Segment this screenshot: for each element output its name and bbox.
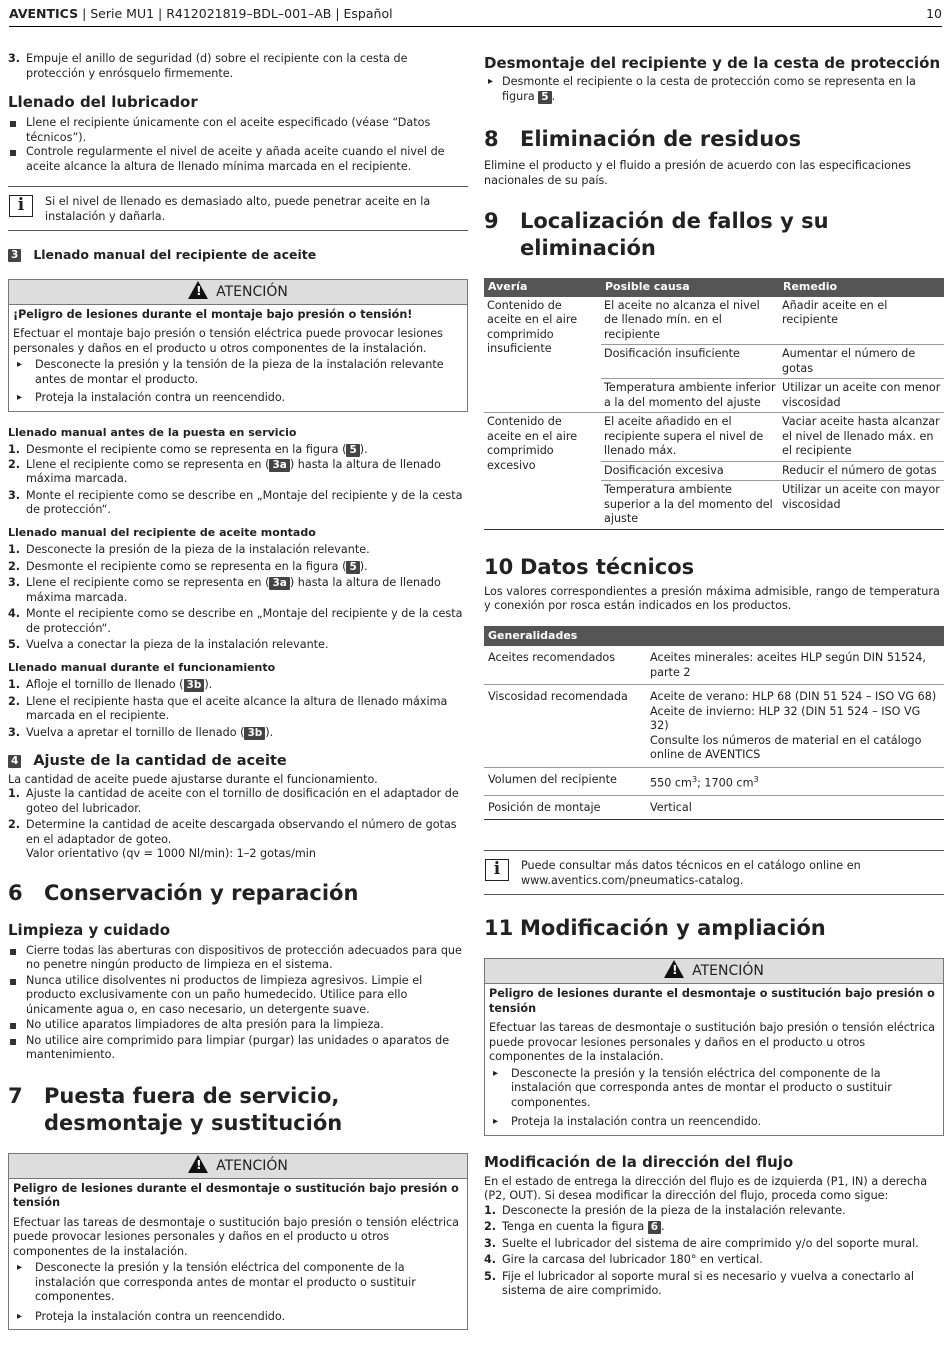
info-text: Puede consultar más datos técnicos en el catálogo online en www.aventics.com/pneumatics-catalog. xyxy=(521,859,861,887)
figure-badge: 3a xyxy=(269,459,289,472)
list-item: ▸ Desconecte la presión y la tensión eléctrica del componente de la instalación que corresponda antes de montar el producto o sustituir componentes. xyxy=(489,1067,939,1111)
table-cell: Utilizar un aceite con mayor viscosidad xyxy=(779,481,944,530)
step-list xyxy=(8,543,468,653)
warning-triangle-icon xyxy=(188,281,208,299)
list-item: 3. Empuje el anillo de seguridad (d) sobre el recipiente con la cesta de protección y enrósquelo firmemente. xyxy=(8,52,408,80)
figure-badge: 3 xyxy=(8,249,21,262)
paragraph: Los valores correspondientes a presión máxima admisible, rango de temperatura y conexión por rosca están indicados en los productos. xyxy=(484,584,940,612)
step-list xyxy=(8,52,468,81)
list-item: ▸ Desconecte la presión y la tensión eléctrica del componente de la instalación que corresponda antes de montar el producto o sustituir componentes. xyxy=(13,1261,463,1305)
subheading: Llenado manual antes de la puesta en servicio xyxy=(8,425,297,439)
figure-badge: 5 xyxy=(538,91,551,104)
table-cell: Temperatura ambiente inferior a la del momento del ajuste xyxy=(601,379,779,413)
fault-table xyxy=(484,278,944,530)
table-cell: Reducir el número de gotas xyxy=(779,461,944,481)
section-heading: Modificación de la dirección del flujo xyxy=(484,1152,794,1171)
warning-bar: !ATENCIÓN xyxy=(9,280,467,305)
step-list xyxy=(484,1204,944,1299)
table-cell: El aceite no alcanza el nivel de llenado mín. en el recipiente xyxy=(601,297,779,345)
list-item: No utilice aparatos limpiadores de alta presión para la limpieza. xyxy=(8,1018,468,1033)
list-item: 3. Monte el recipiente como se describe en „Montaje del recipiente y de la cesta de protección“. xyxy=(8,488,463,516)
list-item: ▸ Proteja la instalación contra un reencendido. xyxy=(489,1115,939,1130)
list-item: 2. Desmonte el recipiente como se representa en la figura ( 5 ). xyxy=(8,559,368,573)
list-item: 5. Vuelva a conectar la pieza de la instalación relevante. xyxy=(8,638,329,651)
chapter-heading: 10 Datos técnicos xyxy=(484,554,695,579)
warning-lead: Peligro de lesiones durante el desmontaje o sustitución bajo presión o tensión xyxy=(13,1181,459,1209)
list-item: 1. Desmonte el recipiente como se representa en la figura ( 5 ). xyxy=(8,443,368,456)
list-item: 4. Gire la carcasa del lubricador 180° en vertical. xyxy=(484,1253,763,1267)
list-item: ▸ Desmonte el recipiente o la cesta de protección como se representa en la figura 5 . xyxy=(484,75,944,104)
info-note xyxy=(484,850,944,895)
paragraph: Elimine el producto y el fluido a presión de acuerdo con las especificaciones nacionales de su país. xyxy=(484,159,911,187)
section-heading: Desmontaje del recipiente y de la cesta de protección xyxy=(484,54,941,72)
table-cell: Aceites recomendados xyxy=(484,646,646,685)
subheading: Llenado manual del recipiente de aceite montado xyxy=(8,525,316,539)
table-cell: Contenido de aceite en el aire comprimido insuficiente xyxy=(484,297,601,413)
list-item: 3. Suelte el lubricador del sistema de aire comprimido y/o del soporte mural. xyxy=(484,1236,919,1250)
list-item: Controle regularmente el nivel de aceite y añada aceite cuando el nivel de aceite alcance la altura de llenado mínima marcada en el recipiente. xyxy=(8,145,468,174)
list-item: 2. Llene el recipiente como se representa en ( 3a ) hasta la altura de llenado máxima marcada. xyxy=(8,457,441,485)
list-item: ▸ Desconecte la presión y la tensión de la pieza de la instalación relevante antes de montar el producto. xyxy=(13,358,463,387)
step-list xyxy=(8,443,468,518)
table-row xyxy=(484,646,944,685)
table-row xyxy=(484,767,944,795)
figure-caption: 3 Llenado manual del recipiente de aceite xyxy=(8,248,468,263)
warning-lead: Peligro de lesiones durante el desmontaje o sustitución bajo presión o tensión xyxy=(489,987,935,1015)
list-item: 2. Llene el recipiente hasta que el aceite alcance la altura de llenado máxima marcada en el recipiente. xyxy=(8,694,448,722)
warning-box xyxy=(8,1153,468,1331)
list-item: 3. Vuelva a apretar el tornillo de llenado ( 3b ). xyxy=(8,725,274,739)
section-heading: Llenado del lubricador xyxy=(8,93,198,111)
list-item: 2. Determine la cantidad de aceite descargada observando el número de gotas en el adaptador de goteo. Valor orientativo (qv = 1000 Nl/min): 1–2 gotas/min xyxy=(8,818,457,860)
warning-text: Efectuar el montaje bajo presión o tensión eléctrica puede provocar lesiones personales y daños en el producto u otros componentes de la instalación. xyxy=(13,327,443,355)
list-item: 2. Tenga en cuenta la figura 6 . xyxy=(484,1220,665,1234)
warning-bar: !ATENCIÓN xyxy=(9,1154,467,1179)
table-cell: Dosificación insuficiente xyxy=(601,345,779,379)
figure-badge: 3b xyxy=(184,679,205,692)
table-cell: Aumentar el número de gotas xyxy=(779,345,944,379)
list-item: 1. Desconecte la presión de la pieza de la instalación relevante. xyxy=(8,543,370,556)
table-cell: Vertical xyxy=(646,795,944,820)
warning-list xyxy=(13,358,463,406)
figure-badge: 5 xyxy=(346,561,359,574)
table-cell: Vaciar aceite hasta alcanzar el nivel de llenado máx. en el recipiente xyxy=(779,413,944,462)
list-item: 4. Monte el recipiente como se describe en „Montaje del recipiente y de la cesta de protección“. xyxy=(8,607,463,635)
warning-lead: ¡Peligro de lesiones durante el montaje bajo presión o tensión! xyxy=(13,307,413,321)
table-header-row: Generalidades xyxy=(484,626,944,647)
table-header-row: Avería Posible causa Remedio xyxy=(484,278,944,297)
header-title xyxy=(9,7,393,26)
chapter-heading: 6 Conservación y reparación xyxy=(8,880,359,905)
table-cell: Añadir aceite en el recipiente xyxy=(779,297,944,345)
figure-badge: 5 xyxy=(346,444,359,457)
chapter-heading: 11 Modificación y ampliación xyxy=(484,916,826,941)
document-info: | Serie MU1 | R412021819–BDL–001–AB | Español xyxy=(78,6,393,21)
warning-list xyxy=(489,1067,939,1130)
warning-bar: !ATENCIÓN xyxy=(485,959,943,984)
list-item: Cierre todas las aberturas con dispositivos de protección adecuados para que no penetre ningún producto de limpieza en el sistema. xyxy=(8,944,468,973)
right-column xyxy=(484,52,944,1299)
list-item: 1. Afloje el tornillo de llenado ( 3b ). xyxy=(8,678,213,691)
subheading: Llenado manual durante el funcionamiento xyxy=(8,660,276,674)
list-item: Nunca utilice disolventes ni productos de limpieza agresivos. Limpie el producto exclusivamente con un paño humedecido. Utilice para ello únicamente agua o, en caso necesario, un detergente suave. xyxy=(8,974,468,1018)
info-icon: i xyxy=(485,859,509,881)
table-cell: Viscosidad recomendada xyxy=(484,685,646,768)
table-cell: Aceite de verano: HLP 68 (DIN 51 524 – ISO VG 68) Aceite de invierno: HLP 32 (DIN 51 524 – ISO VG 32) Consulte los números de material en el catálogo online de AVENTICS xyxy=(646,685,944,768)
table-cell: Aceites minerales: aceites HLP según DIN 51524, parte 2 xyxy=(646,646,944,685)
brand-name: AVENTICS xyxy=(9,6,79,21)
list-item: No utilice aire comprimido para limpiar (purgar) las unidades o aparatos de mantenimiento. xyxy=(8,1034,468,1063)
table-cell: Temperatura ambiente superior a la del momento del ajuste xyxy=(601,481,779,530)
bullet-list xyxy=(8,944,468,1063)
step-list xyxy=(8,787,468,862)
list-item: 1. Ajuste la cantidad de aceite con el tornillo de dosificación en el adaptador de goteo del lubricador. xyxy=(8,787,459,815)
info-text: Si el nivel de llenado es demasiado alto, puede penetrar aceite en la instalación y dañarla. xyxy=(45,195,431,223)
page-number: 10 xyxy=(926,6,942,21)
warning-text: Efectuar las tareas de desmontaje o sustitución bajo presión o tensión eléctrica puede provocar lesiones personales y daños en el producto u otros componentes de la instalación. xyxy=(489,1021,935,1064)
table-row xyxy=(484,297,944,345)
table-cell: Dosificación excesiva xyxy=(601,461,779,481)
warning-box xyxy=(8,279,468,412)
warning-triangle-icon xyxy=(664,960,684,978)
left-column xyxy=(8,52,468,1330)
figure-badge: 4 xyxy=(8,755,21,768)
table-row xyxy=(484,795,944,820)
figure-badge: 3b xyxy=(244,727,265,740)
warning-triangle-icon xyxy=(188,1155,208,1173)
list-item: 5. Fije el lubricador al soporte mural si es necesario y vuelva a conectarlo al sistema de aire comprimido. xyxy=(484,1269,914,1298)
step-list xyxy=(8,678,468,740)
table-cell: Utilizar un aceite con menor viscosidad xyxy=(779,379,944,413)
list-item: 3. Llene el recipiente como se representa en ( 3a ) hasta la altura de llenado máxima marcada. xyxy=(8,576,441,604)
figure-badge: 6 xyxy=(648,1221,661,1234)
table-cell: Volumen del recipiente xyxy=(484,767,646,795)
info-note xyxy=(8,186,468,231)
page-header xyxy=(9,7,942,27)
table-cell: Posición de montaje xyxy=(484,795,646,820)
chapter-heading: 7 Puesta fuera de servicio, desmontaje y sustitución xyxy=(8,1083,343,1135)
list-item: ▸ Proteja la instalación contra un reencendido. xyxy=(13,391,463,406)
section-heading: Limpieza y cuidado xyxy=(8,920,171,939)
table-row xyxy=(484,685,944,768)
table-cell: El aceite añadido en el recipiente supera el nivel de llenado máx. xyxy=(601,413,779,462)
warning-box xyxy=(484,958,944,1136)
bullet-list xyxy=(8,116,468,174)
table-cell: Contenido de aceite en el aire comprimido excesivo xyxy=(484,413,601,530)
list-item: 1. Desconecte la presión de la pieza de la instalación relevante. xyxy=(484,1203,846,1217)
step-list xyxy=(484,75,944,104)
info-icon: i xyxy=(9,195,33,217)
figure-caption: 4 Ajuste de la cantidad de aceite xyxy=(8,754,468,769)
list-item: ▸ Proteja la instalación contra un reencendido. xyxy=(13,1310,463,1325)
paragraph: En el estado de entrega la dirección del flujo es de izquierda (P1, IN) a derecha (P2, OUT). Si desea modificar la dirección del flujo, proceda como sigue: xyxy=(484,1174,928,1203)
warning-list xyxy=(13,1261,463,1324)
table-row xyxy=(484,413,944,462)
figure-badge: 3a xyxy=(269,577,289,590)
table-cell: 550 $cm^3$; 1700 $cm^3$ xyxy=(646,767,944,795)
tech-data-table xyxy=(484,626,944,821)
chapter-heading: 8 Eliminación de residuos xyxy=(484,127,802,151)
warning-text: Efectuar las tareas de desmontaje o sustitución bajo presión o tensión eléctrica puede provocar lesiones personales y daños en el producto u otros componentes de la instalación. xyxy=(13,1215,459,1258)
list-item: Llene el recipiente únicamente con el aceite especificado (véase “Datos técnicos”). xyxy=(8,116,468,145)
chapter-heading: 9 Localización de fallos y su eliminación xyxy=(484,209,829,260)
paragraph: La cantidad de aceite puede ajustarse durante el funcionamiento. xyxy=(8,772,378,786)
